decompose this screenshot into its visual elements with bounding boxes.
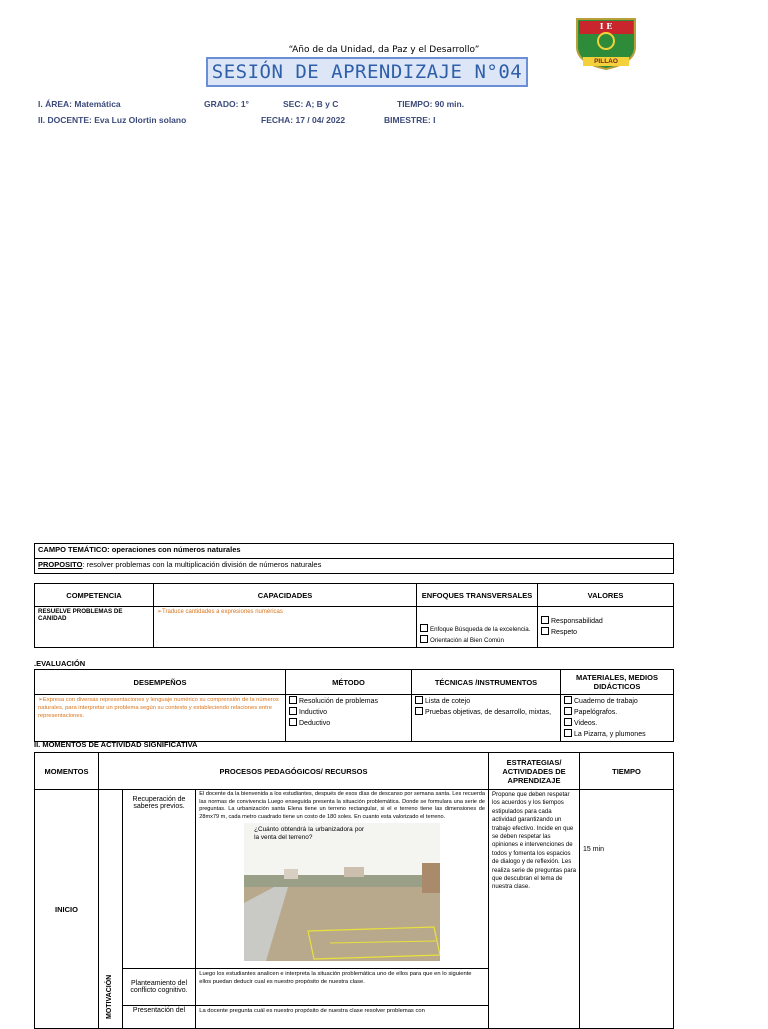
logo-name: PILLAO xyxy=(594,58,618,65)
tiempo-cell: 15 min xyxy=(580,790,674,1029)
header-desempenos: DESEMPEÑOS xyxy=(35,670,286,695)
inicio-cell: INICIO xyxy=(35,790,99,1029)
seccion-field: SEC: A; B y C xyxy=(283,99,339,109)
tecnica-item: Pruebas objetivas, de desarrollo, mixtas, xyxy=(415,707,557,718)
valor-item: Respeto xyxy=(541,627,670,638)
proceso-presentacion: Presentación del xyxy=(122,1006,195,1029)
header-materiales: MATERIALES, MEDIOS DIDÁCTICOS xyxy=(561,670,674,695)
motivacion-label: MOTIVACIÓN xyxy=(106,974,113,1019)
material-item: Papelógrafos. xyxy=(564,707,670,718)
material-item: Cuaderno de trabajo xyxy=(564,696,670,707)
header-enfoques: ENFOQUES TRANSVERSALES xyxy=(417,584,538,607)
fecha-field: FECHA: 17 / 04/ 2022 xyxy=(261,115,346,125)
page-title: SESIÓN DE APRENDIZAJE N°04 xyxy=(206,57,528,87)
checkbox-icon xyxy=(289,696,297,704)
proceso-conflicto: Planteamiento del conflicto cognitivo. xyxy=(122,969,195,1006)
valores-cell xyxy=(538,607,674,648)
metodo-cell xyxy=(286,695,412,742)
estrategia-cell: Propone que deben respetar los acuerdos y los tiempos estipulados para cada actividad garantizando un trabajo efectivo. Incide en que se deben respetar las opiniones e intervenciones de todos y fomenta los espacios de dialogo y de reflexión. Les realiza serie de preguntas para que descubran el tema de nuestra clase. xyxy=(489,790,580,1029)
tiempo-field: TIEMPO: 90 min. xyxy=(397,99,465,109)
checkbox-icon xyxy=(541,627,549,635)
checkbox-icon xyxy=(564,696,572,704)
checkbox-icon xyxy=(420,624,428,632)
evaluacion-title: .EVALUACIÓN xyxy=(34,659,86,668)
proposito-text: : resolver problemas con la multiplicación división de números naturales xyxy=(82,560,322,569)
header-estrategias: ESTRATEGIAS/ ACTIVIDADES DE APRENDIZAJE xyxy=(489,753,580,790)
valor-item: Responsabilidad xyxy=(541,616,670,627)
header-capacidades: CAPACIDADES xyxy=(154,584,417,607)
metodo-item: Resolución de problemas xyxy=(289,696,408,707)
header-metodo: MÉTODO xyxy=(286,670,412,695)
momentos-title: II. MOMENTOS DE ACTIVIDAD SIGNIFICATIVA xyxy=(34,740,198,749)
bimestre-field: BIMESTRE: I xyxy=(384,115,436,125)
header-procesos: PROCESOS PEDAGÓGICOS/ RECURSOS xyxy=(99,753,489,790)
campo-tematico: CAMPO TEMÁTICO: operaciones con números naturales xyxy=(35,544,674,559)
competencia-cell: RESUELVE PROBLEMAS DE CANIDAD xyxy=(35,607,154,648)
desempeno-cell: ➢Expresa con diversas representaciones y lenguaje numérico su comprensión de la números naturales, para interpretar un problema según su contexto y estableciendo relaciones entre representaciones. xyxy=(35,695,286,742)
photo-caption: ¿Cuánto obtendrá la urbanizadora por la venta del terreno? xyxy=(254,826,365,842)
checkbox-icon xyxy=(564,707,572,715)
momentos-table xyxy=(34,752,674,1029)
checkbox-icon xyxy=(564,729,572,737)
proposito-label: PROPOSITO xyxy=(38,560,83,569)
grado-field: GRADO: 1° xyxy=(204,99,249,109)
checkbox-icon xyxy=(420,635,428,643)
checkbox-icon xyxy=(415,696,423,704)
header-momentos: MOMENTOS xyxy=(35,753,99,790)
terrain-photo xyxy=(244,823,440,961)
checkbox-icon xyxy=(541,616,549,624)
competencias-table xyxy=(34,583,674,648)
header-tecnicas: TÉCNICAS /INSTRUMENTOS xyxy=(412,670,561,695)
metodo-item: Deductivo xyxy=(289,718,408,729)
checkbox-icon xyxy=(415,707,423,715)
conflicto-text: Luego los estudiantes analicen e interpreta la situación problemática uno de ellos para que en lo siguiente ellos puedan deducir cual es nuestro propósito de nuestra clase. xyxy=(196,969,489,1006)
enfoques-cell xyxy=(417,607,538,648)
proposito-row xyxy=(35,559,674,574)
year-motto: “Año de da Unidad, da Paz y el Desarrollo” xyxy=(288,45,480,55)
checkbox-icon xyxy=(289,707,297,715)
material-item: Videos. xyxy=(564,718,670,729)
enfoque-item: Orientación al Bien Común xyxy=(420,635,534,646)
presentacion-text: La docente pregunta cuál es nuestro propósito de nuestra clase resolver problemas con xyxy=(196,1006,489,1029)
metodo-item: Inductivo xyxy=(289,707,408,718)
evaluacion-table xyxy=(34,669,674,742)
tecnica-item: Lista de cotejo xyxy=(415,696,557,707)
logo-initials: I E xyxy=(599,21,613,31)
proceso-recuperacion: Recuperación de saberes previos. xyxy=(122,790,195,969)
campo-table xyxy=(34,543,674,574)
checkbox-icon xyxy=(564,718,572,726)
docente-field: II. DOCENTE: Eva Luz Olortin solano xyxy=(38,115,187,125)
school-logo xyxy=(573,17,639,71)
materiales-cell xyxy=(561,695,674,742)
capacidad-cell: ➢Traduce cantidades a expresiones numéricas xyxy=(154,607,417,648)
recuperacion-text: El docente da la bienvenida a los estudiantes, después de esos días de descanso por semana santa. Les recuerda las normas de convivencia Luego enseguida presenta la situación problemática. Donde se formulara una serie de preguntas. La urbanización santa Elena tiene un terreno rectangular, si el e terreno tiene las dimensiones de 28mx79 m, cada metro cuadrado tiene un costo de 180 soles. En cuanto esta valorizado el terreno. xyxy=(199,791,485,820)
header-valores: VALORES xyxy=(538,584,674,607)
header-competencia: COMPETENCIA xyxy=(35,584,154,607)
material-item: La Pizarra, y plumones xyxy=(564,729,670,740)
recuperacion-content xyxy=(196,790,489,969)
checkbox-icon xyxy=(289,718,297,726)
motivacion-cell xyxy=(99,790,123,1029)
tecnicas-cell xyxy=(412,695,561,742)
area-field: I. ÁREA: Matemática xyxy=(38,99,121,109)
header-tiempo: TIEMPO xyxy=(580,753,674,790)
enfoque-item: Enfoque Búsqueda de la excelencia. xyxy=(420,624,534,635)
